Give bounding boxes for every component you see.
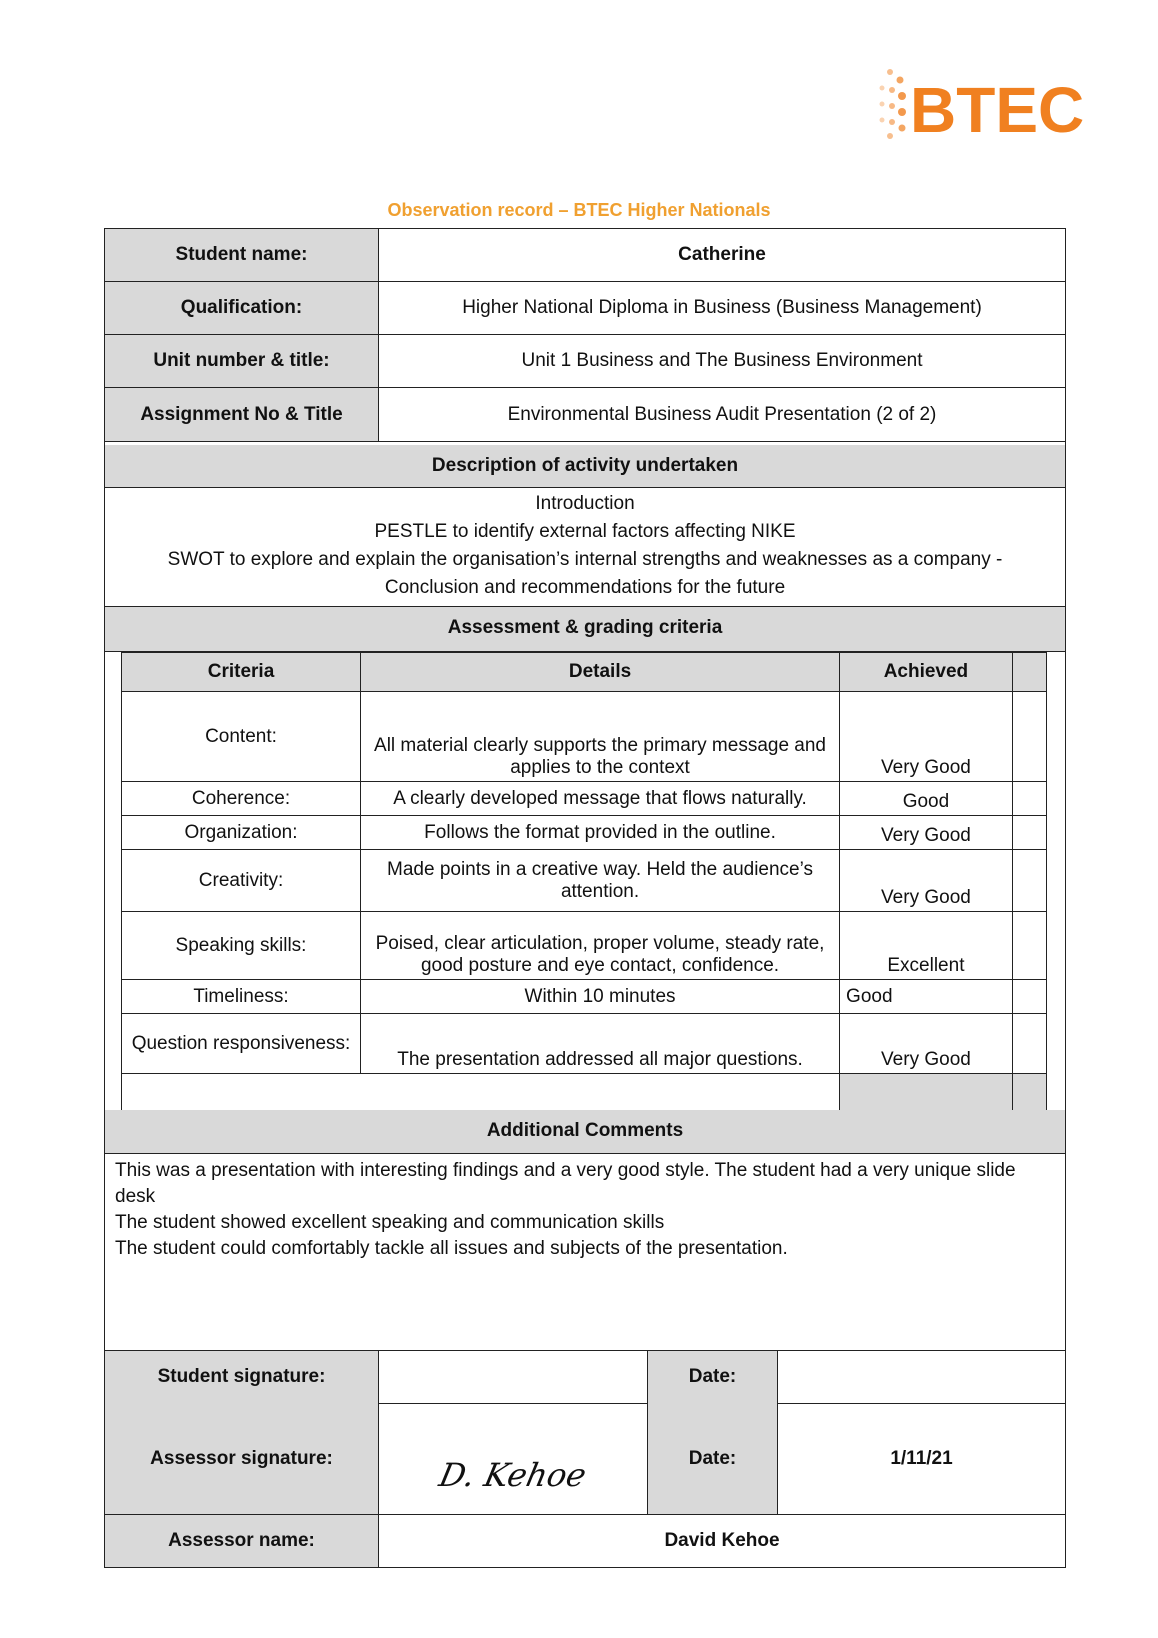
assignment-value: Environmental Business Audit Presentation (2 of 2) <box>507 403 937 425</box>
table-row-empty <box>122 1074 1047 1110</box>
criteria-cell: Organization: <box>122 816 361 850</box>
criteria-cell: Content: <box>122 692 361 782</box>
btec-logo-dots <box>876 66 1116 146</box>
student-date-field[interactable] <box>778 1351 1065 1404</box>
assessor-signature: D. Kehoe <box>436 1455 590 1494</box>
details-cell: Follows the format provided in the outline. <box>361 816 840 850</box>
assignment-row <box>105 388 1065 442</box>
achieved-cell: Very Good <box>840 1014 1013 1074</box>
achieved-cell: Excellent <box>840 912 1013 980</box>
achieved-column-header: Achieved <box>840 653 1013 692</box>
signature-labels <box>105 1351 379 1514</box>
details-cell: All material clearly supports the primary message and applies to the context <box>361 692 840 782</box>
criteria-cell: Creativity: <box>122 850 361 912</box>
table-row <box>122 692 1047 782</box>
unit-value: Unit 1 Business and The Business Environment <box>521 350 923 371</box>
achieved-cell: Very Good <box>840 692 1013 782</box>
table-row <box>122 980 1047 1014</box>
empty-cell <box>840 1074 1013 1110</box>
comment-line: The student showed excellent speaking and communication skills <box>115 1211 665 1233</box>
table-row <box>122 782 1047 816</box>
signature-block <box>105 1350 1065 1514</box>
details-cell: Poised, clear articulation, proper volume, steady rate, good posture and eye contact, confidence. <box>361 912 840 980</box>
document-title: Observation record – BTEC Higher Nationals <box>387 200 771 220</box>
assessment-heading: Assessment & grading criteria <box>105 606 1065 652</box>
extra-cell <box>1012 816 1046 850</box>
unit-row <box>105 335 1065 388</box>
table-row <box>122 850 1047 912</box>
unit-label: Unit number & title: <box>105 335 379 387</box>
student-signature-field[interactable] <box>379 1351 647 1404</box>
achieved-cell: Very Good <box>840 850 1013 912</box>
details-cell: A clearly developed message that flows naturally. <box>361 782 840 816</box>
table-row <box>122 912 1047 980</box>
date-labels <box>648 1351 778 1514</box>
details-column-header: Details <box>361 653 840 692</box>
qualification-row <box>105 282 1065 335</box>
extra-cell <box>1012 850 1046 912</box>
description-line: Conclusion and recommendations for the future <box>384 577 786 598</box>
extra-cell <box>1012 912 1046 980</box>
signature-fields <box>379 1351 648 1514</box>
criteria-cell: Timeliness: <box>122 980 361 1014</box>
extra-column-header <box>1012 653 1046 692</box>
criteria-table <box>121 652 1047 1110</box>
achieved-cell: Very Good <box>840 816 1013 850</box>
criteria-cell: Speaking skills: <box>122 912 361 980</box>
student-signature-label: Student signature: <box>157 1366 326 1387</box>
description-line: PESTLE to identify external factors affecting NIKE <box>374 521 796 542</box>
extra-cell <box>1012 692 1046 782</box>
qualification-label: Qualification: <box>105 282 379 334</box>
comment-line: This was a presentation with interesting findings and a very good style. The student had a very unique slide desk <box>115 1159 1016 1207</box>
extra-cell <box>1012 980 1046 1014</box>
assessor-date-value: 1/11/21 <box>890 1447 953 1469</box>
student-name-value: Catherine <box>678 244 766 265</box>
table-row <box>122 816 1047 850</box>
date-values <box>778 1351 1065 1514</box>
comment-line: The student could comfortably tackle all issues and subjects of the presentation. <box>115 1237 788 1259</box>
assessor-name-label: Assessor name: <box>105 1515 379 1567</box>
criteria-cell: Question responsiveness: <box>122 1014 361 1074</box>
details-cell: Made points in a creative way. Held the audience’s attention. <box>361 850 840 912</box>
empty-cell <box>1012 1074 1046 1110</box>
btec-logo <box>876 66 1116 146</box>
description-line: SWOT to explore and explain the organisation’s internal strengths and weaknesses as a company - <box>167 549 1003 570</box>
criteria-column-header: Criteria <box>122 653 361 692</box>
criteria-cell: Coherence: <box>122 782 361 816</box>
comments-heading: Additional Comments <box>105 1110 1065 1154</box>
student-date-label: Date: <box>688 1366 737 1387</box>
extra-cell <box>1012 782 1046 816</box>
table-row <box>122 1014 1047 1074</box>
description-body <box>105 488 1065 606</box>
extra-cell <box>1012 1014 1046 1074</box>
details-cell: The presentation addressed all major questions. <box>361 1014 840 1074</box>
description-heading: Description of activity undertaken <box>105 442 1065 488</box>
achieved-cell: Good <box>840 980 1013 1014</box>
achieved-cell: Good <box>840 782 1013 816</box>
student-name-label: Student name: <box>105 229 379 281</box>
assessor-date-label: Date: <box>688 1447 737 1469</box>
qualification-value: Higher National Diploma in Business (Business Management) <box>462 297 982 318</box>
assessor-name-row <box>105 1514 1065 1567</box>
observation-form <box>104 228 1066 1568</box>
empty-cell <box>122 1074 840 1110</box>
student-name-row <box>105 229 1065 282</box>
details-cell: Within 10 minutes <box>361 980 840 1014</box>
assessor-signature-field[interactable] <box>379 1404 647 1514</box>
assessor-signature-label: Assessor signature: <box>150 1447 333 1469</box>
assignment-label: Assignment No & Title <box>105 388 379 441</box>
assessor-name-value: David Kehoe <box>664 1529 780 1551</box>
comments-body <box>105 1154 1065 1350</box>
btec-logo-text: BTEC <box>910 74 1085 146</box>
description-line: Introduction <box>535 493 635 514</box>
